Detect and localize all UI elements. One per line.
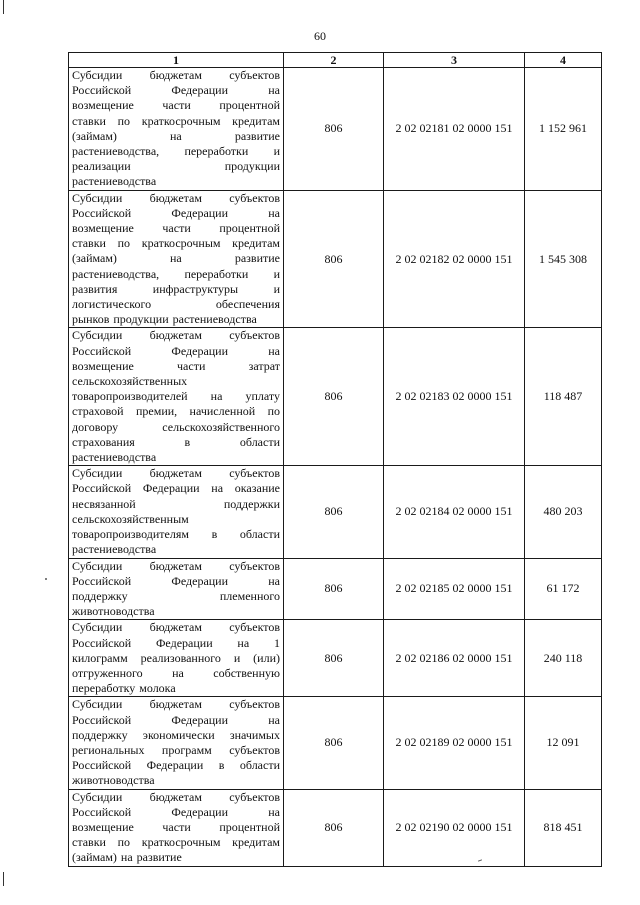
table-row bbox=[69, 190, 602, 328]
description-line: региональных программ субъектов bbox=[72, 742, 280, 757]
description-line: несвязанной поддержки bbox=[72, 496, 280, 511]
cell-description bbox=[69, 558, 284, 620]
table-body bbox=[69, 68, 602, 867]
table-row bbox=[69, 466, 602, 558]
cell-admin-code: 806 bbox=[284, 466, 384, 558]
description-line: ставки по краткосрочным кредитам bbox=[72, 835, 280, 850]
cell-budget-classification-code: 2 02 02182 02 0000 151 bbox=[384, 190, 525, 328]
description-line: Субсидии бюджетам субъектов bbox=[72, 190, 280, 205]
description-line: договору сельскохозяйственного bbox=[72, 419, 280, 434]
description-line: Российской Федерации на bbox=[72, 205, 280, 220]
description-line: растениеводства bbox=[72, 542, 157, 557]
description-line: товаропроизводителям в области bbox=[72, 527, 280, 542]
budget-table bbox=[68, 52, 602, 867]
description-line: килограмм реализованного и (или) bbox=[72, 650, 280, 665]
cell-budget-classification-code: 2 02 02190 02 0000 151 bbox=[384, 789, 525, 866]
cell-amount: 1 545 308 bbox=[525, 190, 602, 328]
column-header-1: 1 bbox=[69, 53, 284, 68]
description-line: логистического обеспечения bbox=[72, 297, 280, 312]
cell-budget-classification-code: 2 02 02184 02 0000 151 bbox=[384, 466, 525, 558]
description-line: Субсидии бюджетам субъектов bbox=[72, 466, 280, 481]
description-line: страховой премии, начисленной по bbox=[72, 404, 280, 419]
description-line: Субсидии бюджетам субъектов bbox=[72, 328, 280, 343]
cell-amount: 240 118 bbox=[525, 620, 602, 697]
description-line: реализации продукции bbox=[72, 159, 280, 174]
cell-admin-code: 806 bbox=[284, 328, 384, 466]
description-line: переработку молока bbox=[72, 681, 176, 696]
scan-edge-mark bbox=[3, 0, 4, 14]
cell-budget-classification-code: 2 02 02185 02 0000 151 bbox=[384, 558, 525, 620]
description-line: возмещение части процентной bbox=[72, 98, 280, 113]
description-line: Российской Федерации на bbox=[72, 83, 280, 98]
description-line: растениеводства bbox=[72, 174, 157, 189]
column-header-3: 3 bbox=[384, 53, 525, 68]
description-line: животноводства bbox=[72, 773, 155, 788]
description-line: растениеводства bbox=[72, 450, 157, 465]
description-line: (займам) на развитие bbox=[72, 850, 182, 865]
description-line: возмещение части затрат bbox=[72, 358, 280, 373]
cell-amount: 480 203 bbox=[525, 466, 602, 558]
description-line: рынков продукции растениеводства bbox=[72, 312, 257, 327]
description-line: Российской Федерации в области bbox=[72, 758, 280, 773]
page-number: 60 bbox=[314, 29, 326, 43]
cell-amount: 61 172 bbox=[525, 558, 602, 620]
scan-speck bbox=[45, 578, 47, 580]
description-line: поддержку экономически значимых bbox=[72, 727, 280, 742]
description-line: сельскохозяйственным bbox=[72, 511, 189, 526]
description-line: товаропроизводителей на уплату bbox=[72, 389, 280, 404]
description-line: Российской Федерации на оказание bbox=[72, 481, 280, 496]
table-row bbox=[69, 68, 602, 191]
cell-description bbox=[69, 328, 284, 466]
table-row bbox=[69, 697, 602, 789]
description-line: Российской Федерации на bbox=[72, 573, 280, 588]
description-line: сельскохозяйственных bbox=[72, 374, 188, 389]
description-line: растениеводства, переработки и bbox=[72, 144, 280, 159]
description-line: развития инфраструктуры и bbox=[72, 281, 280, 296]
description-line: ставки по краткосрочным кредитам bbox=[72, 113, 280, 128]
column-header-2: 2 bbox=[284, 53, 384, 68]
cell-admin-code: 806 bbox=[284, 558, 384, 620]
description-line: ставки по краткосрочным кредитам bbox=[72, 236, 280, 251]
cell-description bbox=[69, 789, 284, 866]
description-line: Субсидии бюджетам субъектов bbox=[72, 697, 280, 712]
description-line: (займам) на развитие bbox=[72, 251, 280, 266]
description-line: Субсидии бюджетам субъектов bbox=[72, 620, 280, 635]
cell-budget-classification-code: 2 02 02189 02 0000 151 bbox=[384, 697, 525, 789]
cell-amount: 118 487 bbox=[525, 328, 602, 466]
table-header-row bbox=[69, 53, 602, 68]
description-line: Российской Федерации на 1 bbox=[72, 635, 280, 650]
column-header-4: 4 bbox=[525, 53, 602, 68]
description-line: отгруженного на собственную bbox=[72, 665, 280, 680]
cell-amount: 1 152 961 bbox=[525, 68, 602, 191]
cell-admin-code: 806 bbox=[284, 620, 384, 697]
cell-budget-classification-code: 2 02 02183 02 0000 151 bbox=[384, 328, 525, 466]
table-row bbox=[69, 620, 602, 697]
cell-description bbox=[69, 190, 284, 328]
description-line: Субсидии бюджетам субъектов bbox=[72, 68, 280, 82]
description-line: Российской Федерации на bbox=[72, 804, 280, 819]
scan-edge-mark bbox=[3, 872, 4, 886]
cell-admin-code: 806 bbox=[284, 68, 384, 191]
cell-description bbox=[69, 620, 284, 697]
description-line: страхования в области bbox=[72, 434, 280, 449]
table-row bbox=[69, 558, 602, 620]
cell-description bbox=[69, 697, 284, 789]
table-row bbox=[69, 789, 602, 866]
cell-budget-classification-code: 2 02 02181 02 0000 151 bbox=[384, 68, 525, 191]
cell-amount: 818 451 bbox=[525, 789, 602, 866]
description-line: (займам) на развитие bbox=[72, 128, 280, 143]
description-line: растениеводства, переработки и bbox=[72, 266, 280, 281]
description-line: Российской Федерации на bbox=[72, 343, 280, 358]
table-row bbox=[69, 328, 602, 466]
cell-description bbox=[69, 466, 284, 558]
description-line: возмещение части процентной bbox=[72, 221, 280, 236]
cell-admin-code: 806 bbox=[284, 697, 384, 789]
cell-admin-code: 806 bbox=[284, 789, 384, 866]
cell-admin-code: 806 bbox=[284, 190, 384, 328]
description-line: возмещение части процентной bbox=[72, 819, 280, 834]
description-line: Российской Федерации на bbox=[72, 712, 280, 727]
cell-budget-classification-code: 2 02 02186 02 0000 151 bbox=[384, 620, 525, 697]
description-line: Субсидии бюджетам субъектов bbox=[72, 558, 280, 573]
cell-amount: 12 091 bbox=[525, 697, 602, 789]
description-line: животноводства bbox=[72, 604, 155, 619]
cell-description bbox=[69, 68, 284, 191]
description-line: поддержку племенного bbox=[72, 588, 280, 603]
description-line: Субсидии бюджетам субъектов bbox=[72, 789, 280, 804]
